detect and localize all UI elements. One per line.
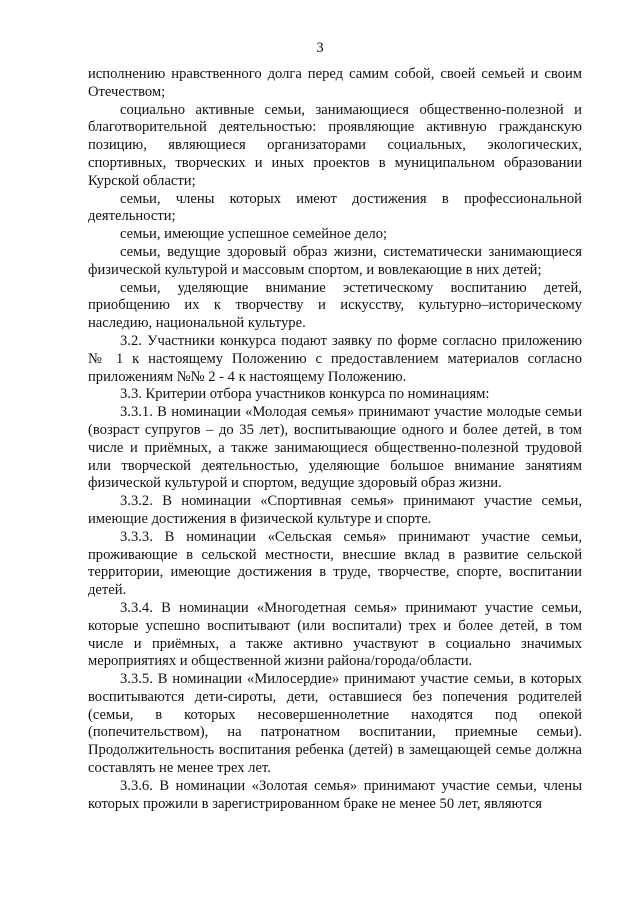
paragraph: семьи, ведущие здоровый образ жизни, систематически занимающиеся физической культурой и массовым спортом, и вовлекающие в них детей; — [88, 243, 582, 278]
paragraph: 3.3.6. В номинации «Золотая семья» принимают участие семьи, члены которых прожили в зарегистрированном браке не менее 50 лет, являются — [88, 777, 582, 812]
paragraph: исполнению нравственного долга перед самим собой, своей семьей и своим Отечеством; — [88, 66, 582, 100]
paragraph: семьи, имеющие успешное семейное дело; — [120, 226, 388, 243]
paragraph: 3.2. Участники конкурса подают заявку по форме согласно приложению № 1 к настоящему Положению с предоставлением материалов согласно приложениям №№ 2 - 4 к настоящему Положению. — [88, 332, 582, 385]
paragraph: социально активные семьи, занимающиеся общественно-полезной и благотворительной деятельностью: проявляющие активную гражданскую позицию, являющиеся организаторами социальных, экологических, спортивных, творческих и иных проектов в муниципальном образовании Курской области; — [88, 101, 582, 189]
paragraph: 3.3.2. В номинации «Спортивная семья» принимают участие семьи, имеющие достижения в физической культуре и спорте. — [88, 493, 582, 527]
document-body — [88, 66, 582, 813]
paragraph: 3.3.3. В номинации «Сельская семья» принимают участие семьи, проживающие в сельской местности, внесшие вклад в развитие сельской территории, имеющие достижения в труде, творчестве, спорте, воспитании детей. — [88, 528, 582, 599]
paragraph: семьи, уделяющие внимание эстетическому воспитанию детей, приобщению их к творчеству и искусству, культурно–историческому наследию, национальной культуре. — [88, 279, 582, 332]
paragraph: 3.3.4. В номинации «Многодетная семья» принимают участие семьи, которые успешно воспитывают (или воспитали) трех и более детей, в том числе и приёмных, а также активно участвуют в социально значимых мероприятиях и общественной жизни района/города/области. — [88, 599, 582, 670]
paragraph: 3.3.1. В номинации «Молодая семья» принимают участие молодые семьи (возраст супругов – до 35 лет), воспитывающие одного и более детей, в том числе и приёмных, а также занимающиеся общественно-полезной трудовой или творческой деятельностью, уделяющие большое внимание занятиям физической культурой и спортом, ведущие здоровый образ жизни. — [88, 404, 582, 492]
paragraph: 3.3. Критерии отбора участников конкурса по номинациям: — [120, 386, 490, 403]
paragraph: 3.3.5. В номинации «Милосердие» принимают участие семьи, в которых воспитываются дети-сироты, дети, оставшиеся без попечения родителей (семьи, в которых несовершеннолетние находятся под опекой (попечительством), на патронатном воспитании, приемные семьи). Продолжительность воспитания ребенка (детей) в замещающей семье должна составлять не менее трех лет. — [88, 671, 582, 777]
paragraph: семьи, члены которых имеют достижения в профессиональной деятельности; — [88, 190, 582, 225]
page-number: 3 — [316, 40, 324, 56]
